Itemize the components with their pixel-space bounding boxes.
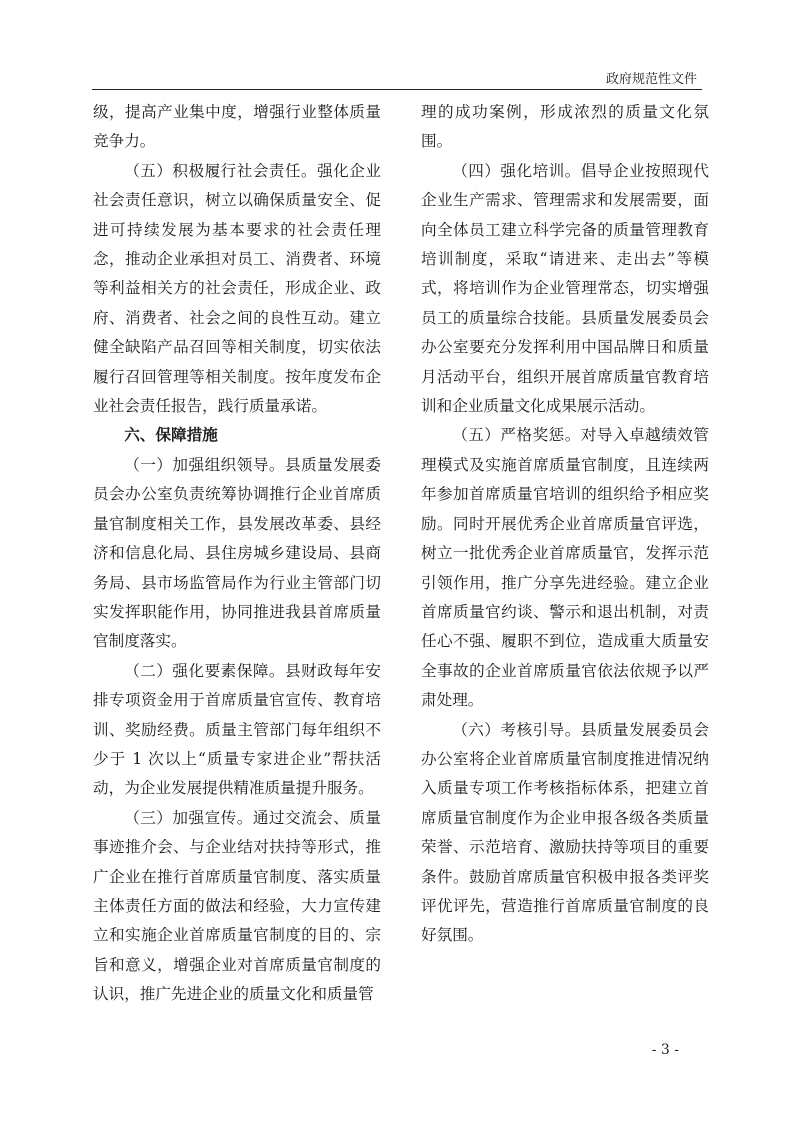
page-number: - 3 - <box>651 1042 679 1058</box>
paragraph-lead: （一）加强组织领导。 <box>124 455 285 474</box>
paragraph-body: 倡导企业按照现代企业生产需求、管理需求和发展需要，面向全体员工建立科学完备的质量管理教育培训制度，采取“请进来、走出去”等模式，将培训作为企业管理常态，切实增强员工的质量综合技能。县质量发展委员会办公室要充分发挥利用中国品牌日和质量月活动平台，组织开展首席质量官教育培训和企业质量文化成果展示活动。 <box>421 161 709 416</box>
paragraph-text: 级，提高产业集中度，增强行业整体质量竞争力。 <box>93 103 381 151</box>
paragraph-lead: （五）严格奖惩。 <box>452 426 581 445</box>
paragraph-text: 理的成功案例，形成浓烈的质量文化氛围。 <box>421 103 709 151</box>
paragraph-publicity <box>93 804 381 1010</box>
paragraph-training <box>421 157 709 422</box>
header-divider <box>92 89 702 90</box>
continued-paragraph <box>93 98 381 157</box>
paragraph-body: 对导入卓越绩效管理模式及实施首席质量官制度，且连续两年参加首席质量官培训的组织给予相应奖励。同时开展优秀企业首席质量官评选，树立一批优秀企业首席质量官，发挥示范引领作用，推广分享先进经验。建立企业首席质量官约谈、警示和退出机制，对责任心不强、履职不到位，造成重大质量安全事故的企业首席质量官依法依规予以严肃处理。 <box>421 426 709 710</box>
paragraph-body: 县质量发展委员会办公室负责统筹协调推行企业首席质量官制度相关工作，县发展改革委、县经济和信息化局、县住房城乡建设局、县商务局、县市场监管局作为行业主管部门切实发挥职能作用，协同推进我县首席质量官制度落实。 <box>93 455 381 651</box>
paragraph-body: 通过交流会、质量事迹推介会、与企业结对扶持等形式，推广企业在推行首席质量官制度、落实质量主体责任方面的做法和经验，大力宣传建立和实施企业首席质量官制度的目的、宗旨和意义，增强企业对首席质量官制度的认识，推广先进企业的质量文化和质量管 <box>93 808 381 1004</box>
paragraph-resources <box>93 657 381 804</box>
paragraph-lead: （四）强化培训。 <box>452 161 581 180</box>
paragraph-lead: （三）加强宣传。 <box>124 808 253 827</box>
paragraph-lead: （六）考核引导。 <box>452 720 581 739</box>
paragraph-lead: （五）积极履行社会责任。 <box>124 161 318 180</box>
left-column <box>93 98 381 1010</box>
right-column <box>421 98 709 951</box>
paragraph-assessment <box>421 716 709 951</box>
paragraph-body: 强化企业社会责任意识，树立以确保质量安全、促进可持续发展为基本要求的社会责任理念，推动企业承担对员工、消费者、环境等利益相关方的社会责任，形成企业、政府、消费者、社会之间的良性互动。建立健全缺陷产品召回等相关制度，切实依法履行召回管理等相关制度。按年度发布企业社会责任报告，践行质量承诺。 <box>93 161 381 416</box>
section-heading: 六、保障措施 <box>124 426 218 445</box>
paragraph-body: 县质量发展委员会办公室将企业首席质量官制度推进情况纳入质量专项工作考核指标体系，把建立首席质量官制度作为企业申报各级各类质量荣誉、示范培育、激励扶持等项目的重要条件。鼓励首席质量官积极申报各类评奖评优评先，营造推行首席质量官制度的良好氛围。 <box>421 720 709 945</box>
document-type-label: 政府规范性文件 <box>605 72 697 87</box>
paragraph-social-responsibility <box>93 157 381 422</box>
paragraph-body: 县财政每年安排专项资金用于首席质量官宣传、教育培训、奖励经费。质量主管部门每年组织不少于 1 次以上“质量专家进企业”帮扶活动，为企业发展提供精准质量提升服务。 <box>93 661 381 798</box>
paragraph-lead: （二）强化要素保障。 <box>124 661 285 680</box>
continued-paragraph <box>421 98 709 157</box>
paragraph-organization <box>93 451 381 657</box>
paragraph-rewards <box>421 421 709 715</box>
